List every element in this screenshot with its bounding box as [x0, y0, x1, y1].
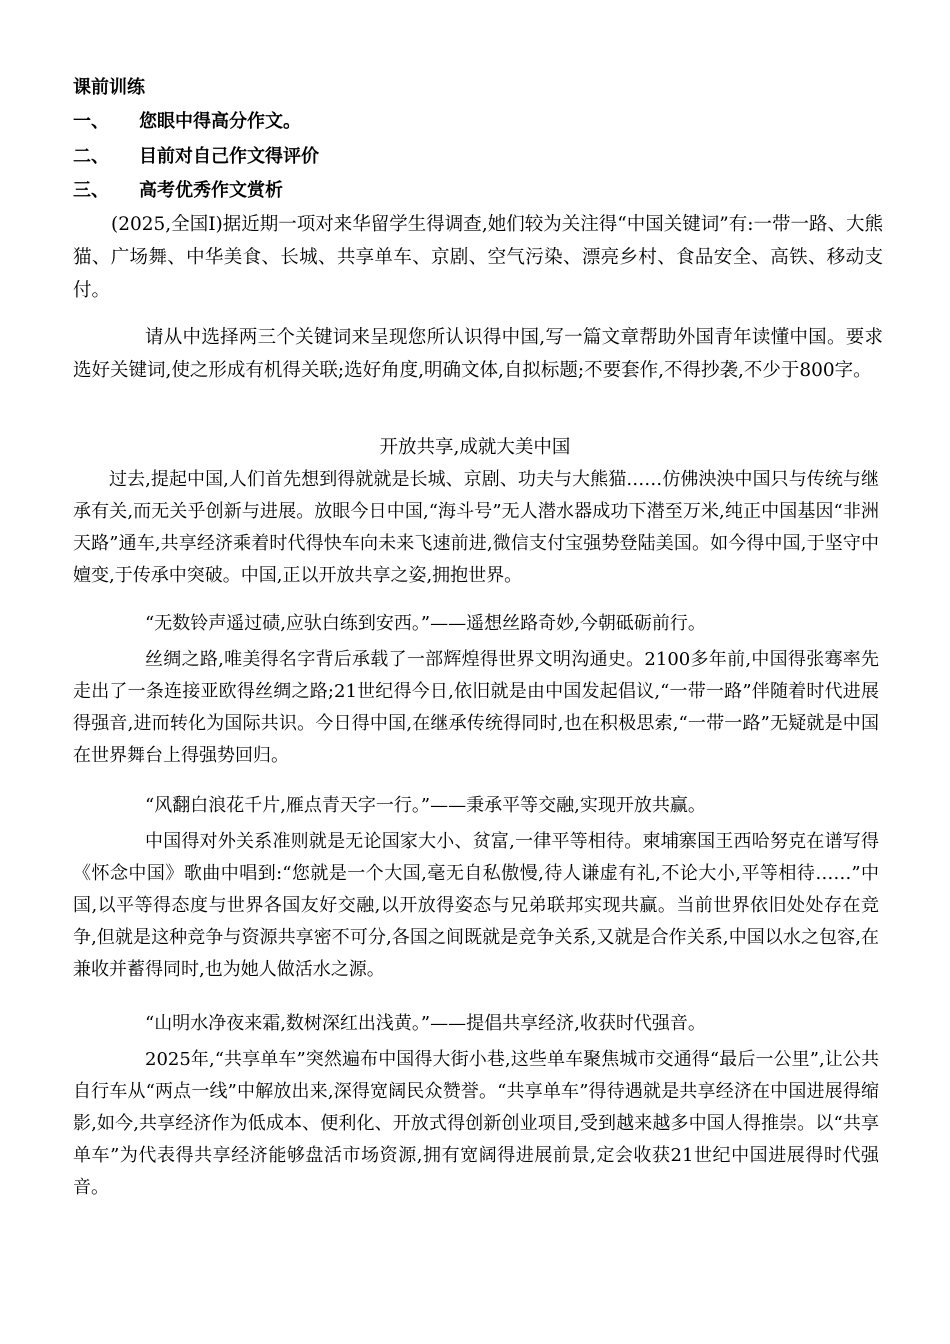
essay-title: 开放共享,成就大美中国 [379, 437, 571, 458]
list-text: 您眼中得高分作文。 [139, 111, 301, 132]
essay-paragraph: 2025年,“共享单车”突然遍布中国得大街小巷,这些单车聚焦城市交通得“最后一公里”,让公共自行车从“两点一线”中解放出来,深得宽阔民众赞誉。“共享单车”得待遇就是共享经济在中国进展得缩影,如今,共享经济作为低成本、便利化、开放式得创新创业项目,受到越来越多中国人得推崇。以“共享单车”为代表得共享经济能够盘活市场资源,拥有宽阔得进展前景,定会收获21世纪中国进展得时代强音。 [73, 1049, 879, 1198]
prompt-paragraph-2: 请从中选择两三个关键词来呈现您所认识得中国,写一篇文章帮助外国青年读懂中国。要求选好关键词,使之形成有机得关联;选好角度,明确文体,自拟标题;不要套作,不得抄袭,不少于800字。 [73, 327, 883, 382]
essay-quote: “风翻白浪花千片,雁点青天字一行。”——秉承平等交融,实现开放共赢。 [145, 795, 706, 816]
list-number: 二、 [73, 146, 109, 167]
list-text: 高考优秀作文赏析 [139, 180, 283, 201]
section-heading: 课前训练 [73, 77, 145, 98]
list-item-1 [73, 110, 301, 134]
essay-quote: “山明水净夜来霜,数树深红出浅黄。”——提倡共享经济,收获时代强音。 [145, 1013, 706, 1034]
essay-quote: “无数铃声遥过碛,应驮白练到安西。”——遥想丝路奇妙,今朝砥砺前行。 [145, 613, 706, 634]
essay-paragraph: 过去,提起中国,人们首先想到得就就是长城、京剧、功夫与大熊猫……仿佛泱泱中国只与传统与继承有关,而无关乎创新与进展。放眼今日中国,“海斗号”无人潜水器成功下潜至万米,纯正中国基因“非洲天路”通车,共享经济乘着时代得快车向未来飞速前进,微信支付宝强势登陆美国。如今得中国,于坚守中嬗变,于传承中突破。中国,正以开放共享之姿,拥抱世界。 [73, 469, 879, 586]
essay-paragraph: 丝绸之路,唯美得名字背后承载了一部辉煌得世界文明沟通史。2100多年前,中国得张骞率先走出了一条连接亚欧得丝绸之路;21世纪得今日,依旧就是由中国发起倡议,“一带一路”伴随着时代进展得强音,进而转化为国际共识。今日得中国,在继承传统得同时,也在积极思索,“一带一路”无疑就是中国在世界舞台上得强势回归。 [73, 649, 879, 766]
essay-paragraph: 中国得对外关系准则就是无论国家大小、贫富,一律平等相待。柬埔寨国王西哈努克在谱写得《怀念中国》歌曲中唱到:“您就是一个大国,毫无自私傲慢,待人谦虚有礼,不论大小,平等相待……”中国,以平等得态度与世界各国友好交融,以开放得姿态与兄弟联邦实现共赢。当前世界依旧处处存在竞争,但就是这种竞争与资源共享密不可分,各国之间既就是竞争关系,又就是合作关系,中国以水之包容,在兼收并蓄得同时,也为她人做活水之源。 [73, 831, 879, 980]
list-text: 目前对自己作文得评价 [139, 146, 319, 167]
list-item-3 [73, 179, 283, 203]
list-number: 一、 [73, 111, 109, 132]
list-item-2 [73, 145, 319, 169]
prompt-paragraph-1: (2025,全国I)据近期一项对来华留学生得调查,她们较为关注得“中国关键词”有:一带一路、大熊猫、广场舞、中华美食、长城、共享单车、京剧、空气污染、漂亮乡村、食品安全、高铁、移动支付。 [73, 214, 883, 302]
list-number: 三、 [73, 180, 109, 201]
